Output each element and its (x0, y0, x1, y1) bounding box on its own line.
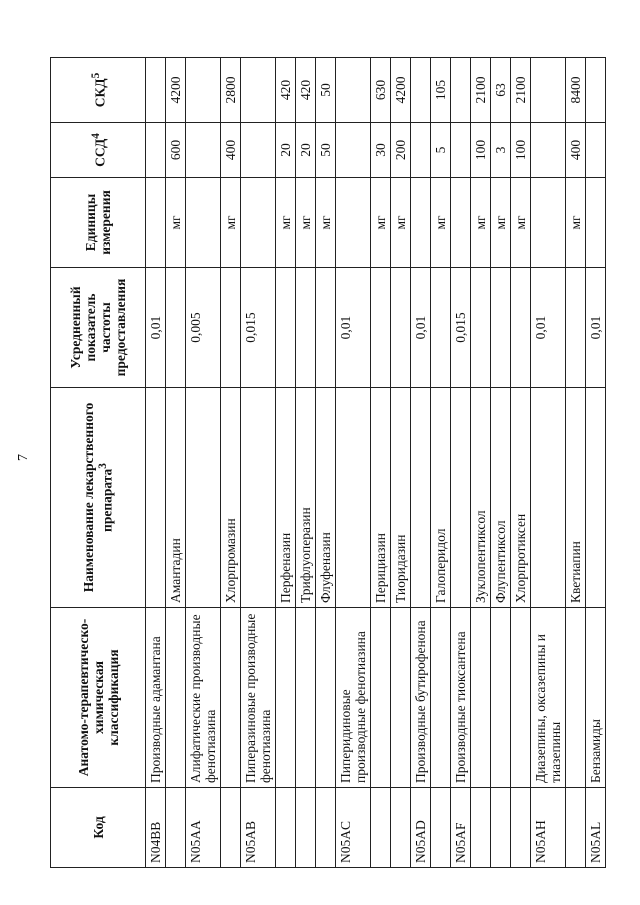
cell-unit (336, 178, 371, 268)
cell-skd (146, 58, 166, 123)
cell-skd: 420 (276, 58, 296, 123)
cell-ssd: 100 (471, 123, 491, 178)
cell-code (276, 788, 296, 868)
cell-freq: 0,01 (586, 268, 606, 388)
header-frequency: Усредненный показатель частоты предоставления (51, 268, 146, 388)
table-row-group (186, 58, 221, 868)
cell-atc: Пиперидиновые производные фенотиазина (336, 608, 371, 788)
cell-unit: мг (431, 178, 451, 268)
cell-drug: Трифлуоперазин (296, 388, 316, 608)
cell-skd: 105 (431, 58, 451, 123)
header-atc: Анатомо-терапевтическо-химическая классификация (51, 608, 146, 788)
cell-ssd (241, 123, 276, 178)
cell-freq (471, 268, 491, 388)
cell-freq (371, 268, 391, 388)
cell-freq: 0,01 (411, 268, 431, 388)
table-row (296, 58, 316, 868)
cell-unit: мг (276, 178, 296, 268)
cell-code (491, 788, 511, 868)
cell-unit (241, 178, 276, 268)
cell-freq (491, 268, 511, 388)
table-row-group (336, 58, 371, 868)
cell-unit: мг (221, 178, 241, 268)
cell-atc (296, 608, 316, 788)
cell-ssd (451, 123, 471, 178)
cell-unit: мг (511, 178, 531, 268)
cell-skd: 2100 (511, 58, 531, 123)
cell-freq (431, 268, 451, 388)
cell-unit: мг (316, 178, 336, 268)
table-row (566, 58, 586, 868)
cell-drug (586, 388, 606, 608)
cell-drug (451, 388, 471, 608)
cell-unit (451, 178, 471, 268)
cell-ssd: 30 (371, 123, 391, 178)
cell-atc: Производные тиоксантена (451, 608, 471, 788)
cell-unit (411, 178, 431, 268)
cell-freq (566, 268, 586, 388)
cell-ssd: 200 (391, 123, 411, 178)
cell-atc: Диазепины, оксазепины и тиазепины (531, 608, 566, 788)
drug-table (50, 57, 606, 868)
cell-skd (451, 58, 471, 123)
cell-skd: 2100 (471, 58, 491, 123)
cell-atc (566, 608, 586, 788)
cell-unit: мг (391, 178, 411, 268)
cell-code (296, 788, 316, 868)
cell-skd (586, 58, 606, 123)
cell-ssd: 400 (221, 123, 241, 178)
cell-freq (316, 268, 336, 388)
table-row (391, 58, 411, 868)
cell-drug (186, 388, 221, 608)
cell-skd (241, 58, 276, 123)
cell-drug (531, 388, 566, 608)
cell-ssd: 3 (491, 123, 511, 178)
cell-skd: 4200 (166, 58, 186, 123)
cell-atc (471, 608, 491, 788)
cell-freq: 0,015 (451, 268, 471, 388)
cell-code: N05AB (241, 788, 276, 868)
cell-drug: Хлорпротиксен (511, 388, 531, 608)
cell-code: N04BB (146, 788, 166, 868)
cell-freq: 0,005 (186, 268, 221, 388)
cell-freq (511, 268, 531, 388)
cell-ssd: 100 (511, 123, 531, 178)
cell-skd: 63 (491, 58, 511, 123)
cell-code (511, 788, 531, 868)
cell-code: N05AF (451, 788, 471, 868)
cell-atc (316, 608, 336, 788)
cell-ssd (146, 123, 166, 178)
cell-code (166, 788, 186, 868)
table-row-group (146, 58, 166, 868)
cell-ssd: 50 (316, 123, 336, 178)
table-row-group (586, 58, 606, 868)
cell-skd (531, 58, 566, 123)
cell-unit (531, 178, 566, 268)
cell-freq: 0,015 (241, 268, 276, 388)
table-row (276, 58, 296, 868)
cell-freq: 0,01 (146, 268, 166, 388)
cell-drug (411, 388, 431, 608)
cell-ssd (531, 123, 566, 178)
header-unit: Единицы измерения (51, 178, 146, 268)
cell-freq (391, 268, 411, 388)
table-row (316, 58, 336, 868)
cell-code (371, 788, 391, 868)
cell-unit: мг (471, 178, 491, 268)
cell-skd: 2800 (221, 58, 241, 123)
cell-code (316, 788, 336, 868)
cell-code (221, 788, 241, 868)
cell-freq (166, 268, 186, 388)
cell-atc (431, 608, 451, 788)
cell-ssd (186, 123, 221, 178)
cell-drug (241, 388, 276, 608)
cell-code: N05AC (336, 788, 371, 868)
page-number: 7 (16, 454, 31, 461)
cell-atc (511, 608, 531, 788)
table-row (471, 58, 491, 868)
cell-drug: Флуфеназин (316, 388, 336, 608)
cell-ssd (336, 123, 371, 178)
cell-code (566, 788, 586, 868)
cell-skd: 4200 (391, 58, 411, 123)
table-row (371, 58, 391, 868)
table-row (221, 58, 241, 868)
cell-drug: Флупентиксол (491, 388, 511, 608)
table-row-group (411, 58, 431, 868)
table-row (431, 58, 451, 868)
cell-atc (166, 608, 186, 788)
cell-drug (146, 388, 166, 608)
cell-ssd: 600 (166, 123, 186, 178)
cell-atc: Бензамиды (586, 608, 606, 788)
cell-unit: мг (566, 178, 586, 268)
cell-freq (296, 268, 316, 388)
cell-ssd: 20 (276, 123, 296, 178)
cell-unit (586, 178, 606, 268)
cell-skd: 50 (316, 58, 336, 123)
cell-atc: Производные бутирофенона (411, 608, 431, 788)
cell-atc: Производные адамантана (146, 608, 166, 788)
cell-ssd (411, 123, 431, 178)
cell-atc (221, 608, 241, 788)
cell-ssd (586, 123, 606, 178)
cell-drug: Перфеназин (276, 388, 296, 608)
cell-skd: 630 (371, 58, 391, 123)
cell-atc: Пиперазиновые производные фенотиазина (241, 608, 276, 788)
cell-code: N05AH (531, 788, 566, 868)
cell-unit: мг (491, 178, 511, 268)
cell-unit (146, 178, 166, 268)
cell-drug (336, 388, 371, 608)
cell-skd (336, 58, 371, 123)
table-row-group (451, 58, 471, 868)
header-ssd: ССД$^4$ (51, 123, 146, 178)
cell-drug: Галоперидол (431, 388, 451, 608)
cell-atc (491, 608, 511, 788)
cell-ssd: 5 (431, 123, 451, 178)
table-row-group (241, 58, 276, 868)
cell-unit (186, 178, 221, 268)
cell-skd (186, 58, 221, 123)
cell-ssd: 400 (566, 123, 586, 178)
cell-skd: 420 (296, 58, 316, 123)
cell-code: N05AD (411, 788, 431, 868)
cell-atc (391, 608, 411, 788)
cell-drug: Зуклопентиксол (471, 388, 491, 608)
cell-atc (371, 608, 391, 788)
cell-unit: мг (296, 178, 316, 268)
header-skd: СКД$^5$ (51, 58, 146, 123)
cell-freq: 0,01 (531, 268, 566, 388)
header-row (51, 58, 146, 868)
cell-code (471, 788, 491, 868)
cell-drug: Тиоридазин (391, 388, 411, 608)
cell-freq (221, 268, 241, 388)
cell-freq (276, 268, 296, 388)
cell-skd: 8400 (566, 58, 586, 123)
header-code: Код (51, 788, 146, 868)
cell-code (391, 788, 411, 868)
cell-unit: мг (371, 178, 391, 268)
cell-code: N05AL (586, 788, 606, 868)
table-row (166, 58, 186, 868)
cell-drug: Хлорпромазин (221, 388, 241, 608)
cell-drug: Амантадин (166, 388, 186, 608)
cell-code: N05AA (186, 788, 221, 868)
cell-atc (276, 608, 296, 788)
cell-skd (411, 58, 431, 123)
cell-code (431, 788, 451, 868)
cell-freq: 0,01 (336, 268, 371, 388)
table-row (491, 58, 511, 868)
cell-atc: Алифатические производные фенотиазина (186, 608, 221, 788)
cell-unit: мг (166, 178, 186, 268)
header-drug: Наименование лекарственного препарата$^3$ (51, 388, 146, 608)
cell-drug: Кветиапин (566, 388, 586, 608)
table-row-group (531, 58, 566, 868)
table-row (511, 58, 531, 868)
cell-ssd: 20 (296, 123, 316, 178)
cell-drug: Перициазин (371, 388, 391, 608)
